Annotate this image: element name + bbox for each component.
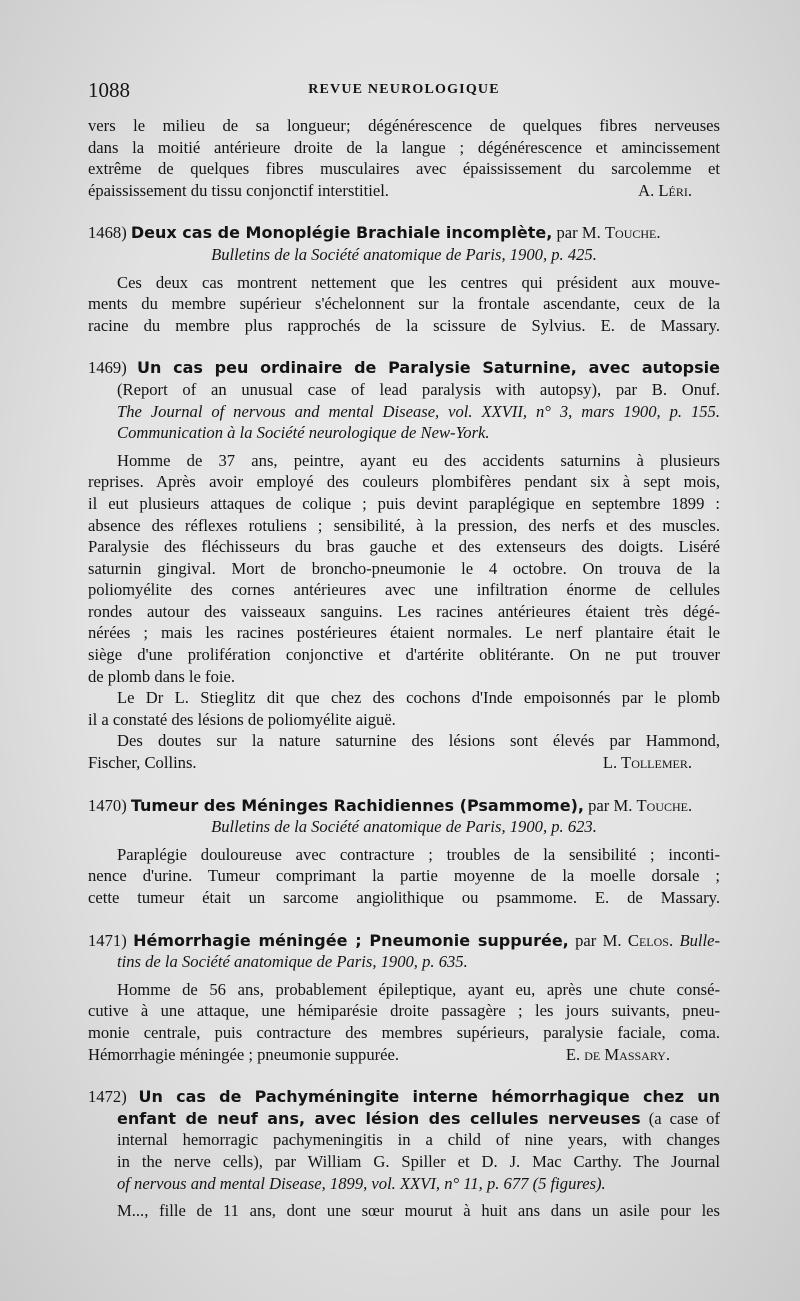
page-number: 1088 [88,78,130,102]
text-line: rondes autour des vaisseaux sanguins. Les racines antérieures étaient très dégé- [88,601,720,621]
intro-last-line [88,180,720,202]
text-line: Paralysie des fléchisseurs du bras gauche et des extenseurs des doigts. Liséré [88,537,720,557]
article-heading [88,795,720,817]
article-number: 1468) [88,223,127,243]
text-line: internal hemorragic pachymeningitis in a child of nine years, with changes [117,1130,720,1150]
article-title: enfant de neuf ans, avec lésion des cellules nerveuses [117,1108,641,1128]
signature: E. de Massary. [565,1044,670,1064]
text-line: Homme de 37 ans, peintre, ayant eu des accidents saturnins à plusieurs [117,450,720,470]
text-line: il eut plusieurs attaques de colique ; puis devint paraplégique en septembre 1899 : [88,493,720,513]
text-line: extrême de quelques fibres musculaires avec épaississement du sarcolemme et [88,159,720,179]
article-source: Bulle- [679,930,720,950]
text-line: Homme de 56 ans, probablement épileptique, ayant eu, après une chute consé- [117,979,720,999]
text-line: cutive à une attaque, une hémiparésie droite passagère ; les jours suivants, pneu- [88,1001,720,1021]
signature: L. Tollemer. [602,753,692,773]
article-source: The Journal of nervous and mental Disease, vol. XXVII, n° 3, mars 1900, p. 155. [117,401,720,421]
text-fragment: Fischer, Collins. [88,753,197,773]
article-heading [88,930,720,952]
article-title: Hémorrhagie méningée ; Pneumonie suppurée, [133,930,569,950]
article-number: 1470) [88,795,127,815]
article-1468 [88,222,720,336]
article-heading [88,1086,720,1108]
author: Celos. [627,930,674,950]
text-line [88,752,720,774]
article-1470 [88,795,720,909]
text-fragment: (a case of [648,1108,720,1128]
article-title: Un cas de Pachyméningite interne hémorrhagique chez un [138,1087,720,1107]
article-source: Bulletins de la Société anatomique de Paris, 1900, p. 623. [211,817,597,837]
text-line: Communication à la Société neurologique de New-York. [117,423,490,443]
signature: A. Léri. [638,180,692,200]
text-line: vers le milieu de sa longueur; dégénérescence de quelques fibres nerveuses [88,116,720,135]
text-line: M..., fille de 11 ans, dont une sœur mourut à huit ans dans un asile pour les [117,1201,720,1221]
text-line: racine du membre plus rapprochés de la scissure de Sylvius. E. de Massary. [88,315,720,335]
page-body [88,115,720,1222]
author: Touche. [604,223,661,243]
article-number: 1472) [88,1087,127,1107]
article-source: of nervous and mental Disease, 1899, vol. XXVI, n° 11, p. 677 (5 figures). [117,1173,606,1193]
article-heading [88,222,720,244]
article-title: Un cas peu ordinaire de Paralysie Saturnine, avec autopsie [137,358,720,378]
text-line: monie centrale, puis contracture des membres supérieurs, paralysie faciale, coma. [88,1022,720,1042]
text-fragment: par M. [575,930,622,950]
text-line: épaississement du tissu conjonctif interstitiel. [88,180,389,200]
article-1471 [88,930,720,1066]
text-line: nérées ; mais les racines postérieures étaient normales. Le nerf plantaire était le [88,623,720,643]
text-line: ments du membre supérieur s'échelonnent sur la frontale ascendante, ceux de la [88,294,720,314]
text-line: cette tumeur était un sarcome angiolithique ou psammome. E. de Massary. [88,888,720,907]
text-line: in the nerve cells), par William G. Spiller et D. J. Mac Carthy. The Journal [117,1151,720,1171]
text-line: siège d'une prolifération conjonctive et d'artérite oblitérante. On ne put trouver [88,645,720,665]
text-line: Le Dr L. Stieglitz dit que chez des cochons d'Inde empoisonnés par le plomb [117,688,720,708]
page-header [88,78,720,100]
article-number: 1471) [88,930,127,950]
text-line: nence d'urine. Tumeur comprimant la partie moyenne de la moelle dorsale ; [88,866,720,886]
article-heading [88,357,720,379]
text-line: (Report of an unusual case of lead paralysis with autopsy), par B. Onuf. [117,379,720,399]
text-line: absence des réflexes rotuliens ; sensibilité, à la pression, des nerfs et des muscles. [88,515,720,535]
text-line: saturnin gingival. Mort de broncho-pneumonie le 4 octobre. On trouva de la [88,558,720,578]
text-line: dans la moitié antérieure droite de la langue ; dégénérescence et amincissement [88,137,720,157]
text-fragment: par M. [556,223,601,243]
article-number: 1469) [88,358,127,378]
text-line: reprises. Après avoir employé des couleurs plombifères pendant six à sept mois, [88,472,720,492]
text-fragment: par M. [588,795,633,815]
text-fragment: Hémorrhagie méningée ; pneumonie suppurée. [88,1044,400,1064]
author: Touche. [636,795,693,815]
article-source: tins de la Société anatomique de Paris, 1900, p. 635. [117,952,468,972]
article-heading-cont [88,1108,720,1130]
text-line: de plomb dans le foie. [88,666,236,686]
text-line [88,1044,720,1066]
article-title: Deux cas de Monoplégie Brachiale incomplète, [130,223,553,243]
text-line: Ces deux cas montrent nettement que les centres qui président aux mouve- [117,272,720,292]
journal-title: REVUE NEUROLOGIQUE [308,82,500,97]
article-title: Tumeur des Méninges Rachidiennes (Psammome), [130,795,584,815]
article-source: Bulletins de la Société anatomique de Paris, 1900, p. 425. [211,244,597,264]
text-line: Paraplégie douloureuse avec contracture ; troubles de la sensibilité ; inconti- [117,844,720,864]
article-1469 [88,357,720,773]
article-1472 [88,1086,720,1222]
text-line: poliomyélite des cornes antérieures avec une infiltration énorme de cellules [88,580,720,600]
text-line: il a constaté des lésions de poliomyélite aiguë. [88,709,396,729]
text-line: Des doutes sur la nature saturnine des lésions sont élevés par Hammond, [117,731,720,751]
